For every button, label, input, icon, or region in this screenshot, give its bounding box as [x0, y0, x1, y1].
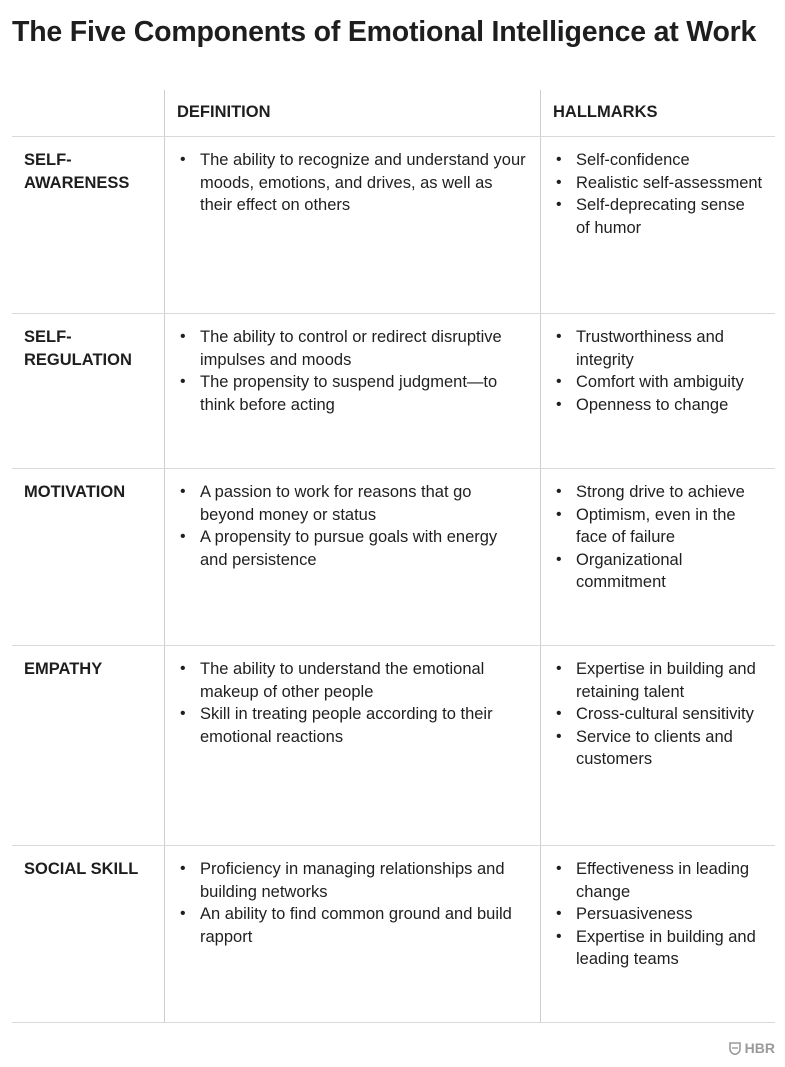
list-item-text: The ability to control or redirect disruptive impulses and moods [200, 328, 502, 369]
table-body [12, 137, 775, 1023]
bullet-icon: • [180, 328, 186, 345]
bullet-icon: • [556, 505, 562, 523]
ei-components-table [12, 90, 775, 1023]
bullet-list [553, 846, 763, 971]
list-item-text: Skill in treating people according to their emotional reactions [200, 705, 493, 746]
bullet-icon: • [556, 660, 562, 677]
row-label: SOCIAL SKILL [24, 860, 139, 878]
list-item [177, 326, 528, 371]
list-item [177, 658, 528, 703]
bullet-list [553, 137, 763, 239]
list-item-text: Realistic self-assessment [576, 173, 763, 192]
bullet-icon: • [180, 905, 186, 922]
list-item [553, 394, 763, 417]
bullet-icon: • [556, 705, 562, 722]
page-title: The Five Components of Emotional Intelligence at Work [12, 16, 757, 48]
list-item-text: The propensity to suspend judgment—to think before acting [200, 373, 498, 414]
list-item [553, 326, 763, 371]
list-item-text: Strong drive to achieve [576, 483, 745, 501]
row-label-cell [12, 314, 165, 468]
row-label: MOTIVATION [24, 483, 126, 501]
bullet-icon: • [556, 395, 562, 413]
list-item-text: A propensity to pursue goals with energy and persistence [200, 528, 498, 569]
definition-cell [165, 846, 541, 1022]
definition-cell [165, 646, 541, 845]
list-item [553, 481, 763, 504]
hbr-shield-icon [729, 1042, 741, 1055]
bullet-list [177, 846, 528, 948]
column-header-definition: DEFINITION [165, 90, 541, 136]
list-item-text: The ability to understand the emotional makeup of other people [200, 660, 485, 701]
definition-cell [165, 469, 541, 645]
bullet-icon: • [180, 705, 186, 722]
list-item [553, 726, 763, 771]
list-item-text: Self-deprecating sense of humor [576, 196, 745, 237]
row-label-cell [12, 137, 165, 313]
bullet-icon: • [180, 373, 186, 390]
list-item-text: Optimism, even in the face of failure [576, 505, 736, 546]
list-item-text: Openness to change [576, 395, 729, 414]
bullet-list [177, 469, 528, 571]
bullet-list [553, 646, 763, 771]
bullet-icon: • [556, 483, 562, 500]
table-row [12, 646, 775, 846]
bullet-list [177, 646, 528, 748]
list-item-text: A passion to work for reasons that go beyond money or status [200, 483, 472, 524]
list-item-text: Trustworthiness and integrity [576, 328, 724, 369]
list-item [553, 549, 763, 594]
row-label-cell [12, 846, 165, 1022]
list-item-text: Expertise in building and retaining talent [576, 660, 756, 701]
header-empty-cell [12, 90, 165, 136]
list-item-text: Comfort with ambiguity [576, 373, 744, 391]
hallmarks-cell [541, 469, 775, 645]
bullet-icon: • [180, 660, 186, 677]
bullet-icon: • [180, 151, 186, 168]
bullet-icon: • [556, 173, 562, 191]
bullet-icon: • [556, 196, 562, 213]
hallmarks-cell [541, 137, 775, 313]
bullet-icon: • [180, 483, 186, 500]
table-row [12, 846, 775, 1023]
list-item [553, 903, 763, 926]
list-item-text: Cross-cultural sensitivity [576, 705, 754, 723]
list-item [177, 371, 528, 416]
list-item-text: Expertise in building and leading teams [576, 927, 756, 968]
list-item [177, 481, 528, 526]
bullet-icon: • [556, 550, 562, 568]
hbr-logo [729, 1040, 775, 1056]
bullet-icon: • [556, 727, 562, 745]
bullet-list [177, 314, 528, 416]
definition-cell [165, 137, 541, 313]
bullet-icon: • [556, 927, 562, 945]
column-header-hallmarks: HALLMARKS [553, 103, 658, 121]
list-item [553, 194, 763, 239]
list-item-text: Persuasiveness [576, 905, 693, 923]
list-item [177, 703, 528, 748]
list-item [177, 858, 528, 903]
definition-cell [165, 314, 541, 468]
list-item [553, 172, 763, 195]
list-item-text: Self-confidence [576, 151, 690, 169]
list-item-text: Effectiveness in leading change [576, 860, 750, 901]
list-item [553, 149, 763, 172]
bullet-icon: • [556, 151, 562, 168]
bullet-icon: • [556, 373, 562, 390]
list-item [177, 149, 528, 217]
list-item [553, 703, 763, 726]
bullet-icon: • [180, 528, 186, 545]
list-item-text: The ability to recognize and understand your moods, emotions, and drives, as well as their effect on others [200, 151, 526, 214]
list-item [553, 504, 763, 549]
table-row [12, 314, 775, 469]
bullet-icon: • [556, 860, 562, 877]
list-item-text: Service to clients and customers [576, 727, 733, 768]
row-label: EMPATHY [24, 660, 103, 678]
list-item-text: Organizational commitment [576, 550, 683, 591]
row-label-cell [12, 646, 165, 845]
table-row [12, 469, 775, 646]
list-item-text: An ability to find common ground and build rapport [200, 905, 512, 946]
hallmarks-cell [541, 846, 775, 1022]
list-item [177, 526, 528, 571]
list-item [553, 858, 763, 903]
hbr-logo-text: HBR [744, 1040, 775, 1056]
hallmarks-cell [541, 314, 775, 468]
list-item [553, 926, 763, 971]
list-item-text: Proficiency in managing relationships and building networks [200, 860, 505, 901]
row-label: SELF-AWARENESS [24, 151, 130, 192]
table-row [12, 137, 775, 314]
bullet-icon: • [556, 328, 562, 345]
list-item [553, 371, 763, 394]
row-label-cell [12, 469, 165, 645]
bullet-list [553, 314, 763, 416]
bullet-icon: • [180, 860, 186, 877]
table-header-row [12, 90, 775, 137]
hallmarks-cell [541, 646, 775, 845]
list-item [553, 658, 763, 703]
bullet-list [177, 137, 528, 217]
bullet-list [553, 469, 763, 594]
list-item [177, 903, 528, 948]
row-label: SELF-REGULATION [24, 328, 132, 369]
bullet-icon: • [556, 905, 562, 922]
